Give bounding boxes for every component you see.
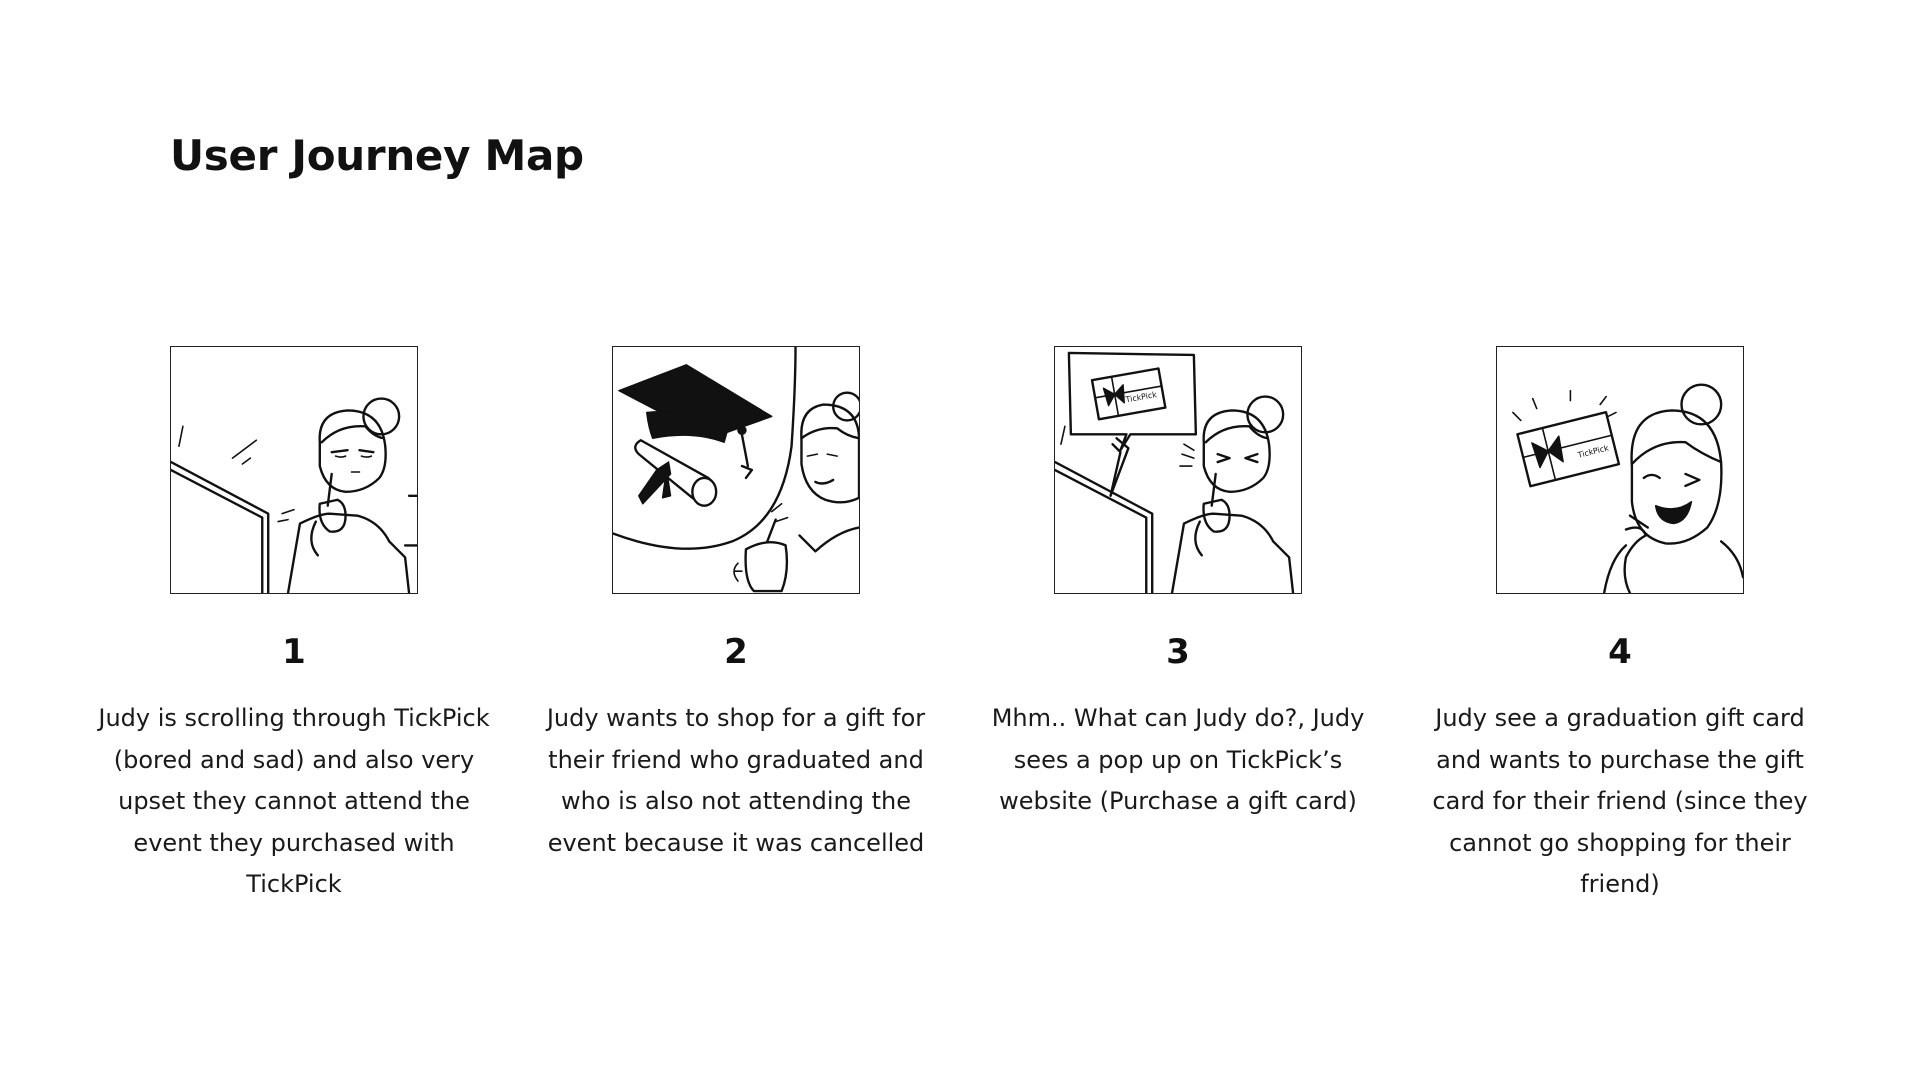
gift-card-label: TickPick — [1124, 390, 1158, 405]
journey-step-1 — [84, 346, 504, 906]
page-title: User Journey Map — [170, 131, 584, 180]
step-description: Mhm.. What can Judy do?, Judy sees a pop up on TickPick’s website (Purchase a gift card) — [991, 704, 1365, 815]
journey-step-4 — [1410, 346, 1830, 906]
storyboard-panel-2 — [612, 346, 860, 594]
step-number: 4 — [1608, 632, 1632, 672]
graduation-cap-thought-bubble-icon — [613, 347, 859, 593]
step-description: Judy is scrolling through TickPick (bored and sad) and also very upset they cannot attend the event they purchased with TickPick — [98, 704, 490, 898]
step-description: Judy wants to shop for a gift for their friend who graduated and who is also not attending the event because it was cancelled — [546, 704, 926, 857]
gift-card-popup-icon — [1055, 347, 1301, 593]
storyboard-panel-1 — [170, 346, 418, 594]
step-number: 1 — [282, 632, 306, 672]
journey-step-2 — [526, 346, 946, 864]
woman-sipping-drink-at-screen-icon — [171, 347, 417, 593]
step-number: 2 — [724, 632, 748, 672]
storyboard-panel-4 — [1496, 346, 1744, 594]
woman-winking-with-gift-card-icon — [1497, 347, 1743, 593]
step-description: Judy see a graduation gift card and wants to purchase the gift card for their friend (since they cannot go shopping for their friend) — [1432, 704, 1808, 898]
step-number: 3 — [1166, 632, 1190, 672]
gift-card-label: TickPick — [1576, 443, 1610, 460]
storyboard-panel-3 — [1054, 346, 1302, 594]
journey-step-3 — [968, 346, 1388, 823]
